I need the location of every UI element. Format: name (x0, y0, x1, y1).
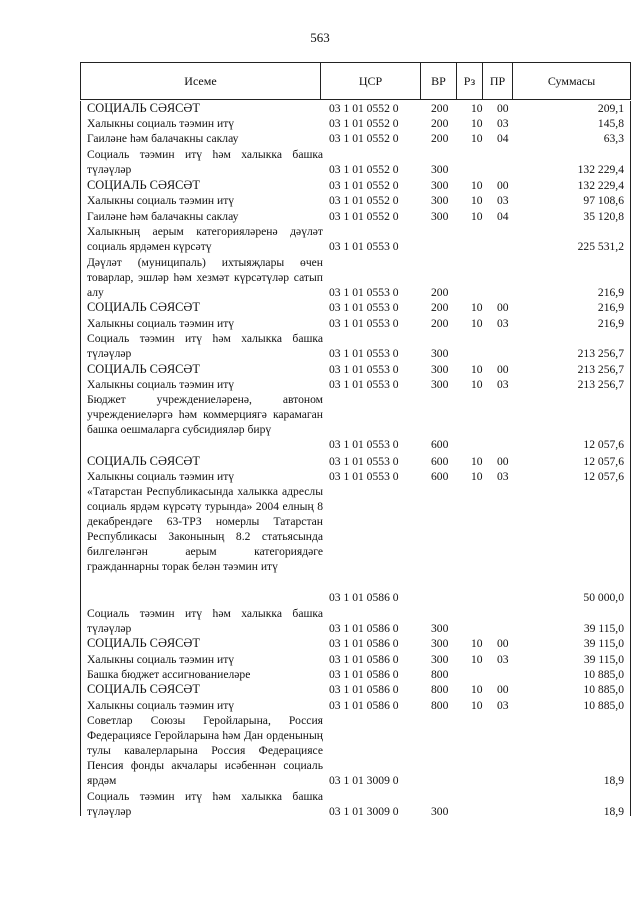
table-header (80, 62, 631, 100)
cell-csr: 03 1 01 0586 0 (329, 653, 399, 666)
cell-pr: 03 (497, 117, 509, 130)
table-row (81, 209, 630, 224)
cell-sum: 39 115,0 (583, 653, 624, 666)
cell-sum: 216,9 (597, 301, 624, 314)
table-row (81, 131, 630, 146)
cell-sum: 216,9 (597, 286, 624, 300)
header-name: Исеме (81, 63, 321, 99)
cell-csr: 03 1 01 3009 0 (329, 805, 399, 819)
table-row (81, 377, 630, 392)
page-number: 563 (310, 30, 330, 45)
cell-pr: 03 (497, 470, 509, 483)
cell-pr: 00 (497, 102, 509, 115)
cell-pr: 03 (497, 699, 509, 712)
cell-name: «Татарстан Республикасында халыкка адреслы социаль ярдәм күрсәтү турында» 2004 елның 8 декабрендәге 63-ТРЗ номерлы Татарстан Республикасы Законының 8.2 статьясында билгеләнгән аерым категориядәге гражданнарны торак белән тәэмин итү (87, 485, 323, 574)
cell-name: Башка бюджет ассигнованиеләре (87, 668, 251, 681)
cell-csr: 03 1 01 0586 0 (329, 683, 399, 696)
header-rz: Рз (457, 63, 483, 99)
cell-vr: 300 (431, 179, 449, 192)
cell-sum: 18,9 (603, 805, 624, 819)
cell-csr: 03 1 01 0552 0 (329, 194, 399, 207)
cell-sum: 213 256,7 (577, 347, 624, 361)
cell-csr: 03 1 01 0552 0 (329, 132, 399, 145)
table-row (81, 116, 630, 131)
cell-rz: 10 (471, 637, 483, 650)
cell-csr: 03 1 01 0552 0 (329, 102, 399, 115)
cell-sum: 50 000,0 (583, 590, 624, 604)
cell-rz: 10 (471, 301, 483, 314)
cell-sum: 10 885,0 (583, 699, 624, 712)
table-row (81, 392, 630, 452)
cell-csr: 03 1 01 0553 0 (329, 455, 399, 468)
cell-sum: 216,9 (597, 317, 624, 330)
cell-sum: 39 115,0 (583, 637, 624, 650)
cell-csr: 03 1 01 0586 0 (329, 622, 399, 636)
table-row (81, 698, 630, 713)
cell-name: Гаиләне һәм балачакны саклау (87, 210, 239, 223)
table-row (81, 255, 630, 300)
cell-name: СОЦИАЛЬ СӘЯСӘТ (87, 636, 200, 650)
cell-pr: 00 (497, 637, 509, 650)
cell-name: Дәүләт (муниципаль) ихтыяҗлары өчен товарлар, эшләр һәм хезмәт күрсәтүләр сатып алу (87, 256, 323, 300)
cell-rz: 10 (471, 470, 483, 483)
cell-name: Халыкның аерым категорияләренә дәүләт социаль ярдәмен күрсәтү (87, 225, 323, 254)
cell-rz: 10 (471, 378, 483, 391)
cell-vr: 300 (431, 194, 449, 207)
cell-name: Советлар Союзы Геройларына, Россия Федерациясе Геройларына һәм Дан орденының тулы кавалерларына Россия Федерациясе Пенсия фонды акчалары исәбеннән социаль ярдәм (87, 714, 323, 788)
table-row (81, 147, 630, 177)
cell-rz: 10 (471, 210, 483, 223)
cell-sum: 39 115,0 (583, 622, 624, 636)
cell-pr: 04 (497, 210, 509, 223)
cell-sum: 10 885,0 (583, 668, 624, 681)
cell-pr: 00 (497, 179, 509, 192)
cell-csr: 03 1 01 0552 0 (329, 117, 399, 130)
cell-rz: 10 (471, 102, 483, 115)
cell-rz: 10 (471, 194, 483, 207)
header-vr: ВР (421, 63, 457, 99)
table-row (81, 101, 630, 116)
cell-pr: 03 (497, 378, 509, 391)
cell-name: Социаль тәэмин итү һәм халыкка башка түләүләр (87, 790, 323, 819)
cell-sum: 145,8 (597, 117, 624, 130)
cell-rz: 10 (471, 699, 483, 712)
header-sum: Суммасы (547, 73, 596, 88)
cell-name: СОЦИАЛЬ СӘЯСӘТ (87, 682, 200, 696)
cell-csr: 03 1 01 0552 0 (329, 179, 399, 192)
cell-name: Халыкны социаль тәэмин итү (87, 317, 235, 330)
cell-name: Социаль тәэмин итү һәм халыкка башка түләүләр (87, 148, 323, 177)
cell-vr: 600 (431, 470, 449, 483)
cell-vr: 200 (431, 117, 449, 130)
cell-csr: 03 1 01 0553 0 (329, 240, 399, 254)
cell-sum: 209,1 (597, 102, 624, 115)
table-row (81, 316, 630, 331)
cell-csr: 03 1 01 0586 0 (329, 590, 399, 604)
cell-pr: 00 (497, 301, 509, 314)
cell-vr: 200 (431, 102, 449, 115)
cell-sum: 10 885,0 (583, 683, 624, 696)
table-row (81, 713, 630, 789)
cell-name: Халыкны социаль тәэмин итү (87, 699, 235, 712)
cell-rz: 10 (471, 455, 483, 468)
cell-rz: 10 (471, 179, 483, 192)
cell-vr: 600 (431, 438, 449, 452)
cell-rz: 10 (471, 317, 483, 330)
cell-sum: 225 531,2 (577, 240, 624, 254)
cell-name: Бюджет учреждениеләренә, автоном учреждениеләргә һәм коммерциягә карамаган башка оешмаларга субсидияләр бирү (87, 393, 323, 437)
cell-csr: 03 1 01 0553 0 (329, 301, 399, 314)
cell-csr: 03 1 01 0552 0 (329, 163, 399, 177)
table-row (81, 682, 630, 697)
cell-csr: 03 1 01 0553 0 (329, 438, 399, 452)
cell-csr: 03 1 01 0552 0 (329, 210, 399, 223)
cell-vr: 300 (431, 378, 449, 391)
cell-vr: 200 (431, 286, 449, 300)
table-row (81, 331, 630, 361)
cell-name: Социаль тәэмин итү һәм халыкка башка түләүләр (87, 332, 323, 361)
cell-csr: 03 1 01 0586 0 (329, 637, 399, 650)
cell-sum: 12 057,6 (583, 438, 624, 452)
cell-sum: 35 120,8 (583, 210, 624, 223)
cell-name: Социаль тәэмин итү һәм халыкка башка түләүләр (87, 607, 323, 636)
cell-csr: 03 1 01 3009 0 (329, 774, 399, 788)
table-row (81, 469, 630, 484)
cell-vr: 300 (431, 163, 449, 177)
cell-vr: 300 (431, 637, 449, 650)
cell-sum: 213 256,7 (577, 378, 624, 391)
table-row (81, 652, 630, 667)
table-row (81, 362, 630, 377)
cell-vr: 300 (431, 622, 449, 636)
table-row (81, 636, 630, 651)
cell-vr: 300 (431, 347, 449, 361)
cell-pr: 03 (497, 194, 509, 207)
cell-sum: 12 057,6 (583, 470, 624, 483)
table-row (81, 606, 630, 636)
cell-csr: 03 1 01 0553 0 (329, 347, 399, 361)
cell-name: Халыкны социаль тәэмин итү (87, 653, 235, 666)
cell-csr: 03 1 01 0586 0 (329, 668, 399, 681)
cell-rz: 10 (471, 132, 483, 145)
cell-vr: 200 (431, 132, 449, 145)
table-row (81, 454, 630, 469)
table-row (81, 224, 630, 254)
cell-name: СОЦИАЛЬ СӘЯСӘТ (87, 454, 200, 468)
cell-csr: 03 1 01 0553 0 (329, 470, 399, 483)
cell-vr: 600 (431, 455, 449, 468)
cell-pr: 03 (497, 317, 509, 330)
cell-sum: 63,3 (603, 132, 624, 145)
cell-vr: 800 (431, 683, 449, 696)
table-row (81, 667, 630, 682)
cell-vr: 300 (431, 210, 449, 223)
cell-vr: 300 (431, 653, 449, 666)
cell-csr: 03 1 01 0553 0 (329, 363, 399, 376)
cell-pr: 04 (497, 132, 509, 145)
table-row (81, 300, 630, 315)
cell-vr: 200 (431, 317, 449, 330)
cell-pr: 00 (497, 683, 509, 696)
cell-vr: 800 (431, 699, 449, 712)
header-csr: ЦСР (321, 63, 421, 99)
cell-csr: 03 1 01 0586 0 (329, 699, 399, 712)
cell-name: Халыкны социаль тәэмин итү (87, 378, 235, 391)
table-row (81, 789, 630, 819)
cell-csr: 03 1 01 0553 0 (329, 317, 399, 330)
header-pr: ПР (483, 63, 513, 99)
cell-rz: 10 (471, 117, 483, 130)
cell-name: Халыкны социаль тәэмин итү (87, 470, 235, 483)
cell-name: Халыкны социаль тәэмин итү (87, 194, 235, 207)
cell-rz: 10 (471, 653, 483, 666)
cell-name: Гаиләне һәм балачакны саклау (87, 132, 239, 145)
cell-sum: 97 108,6 (583, 194, 624, 207)
cell-name: СОЦИАЛЬ СӘЯСӘТ (87, 101, 200, 115)
cell-sum: 132 229,4 (577, 163, 624, 177)
cell-sum: 18,9 (603, 774, 624, 788)
cell-csr: 03 1 01 0553 0 (329, 378, 399, 391)
table-row (81, 178, 630, 193)
cell-name: СОЦИАЛЬ СӘЯСӘТ (87, 300, 200, 314)
cell-vr: 200 (431, 301, 449, 314)
cell-csr: 03 1 01 0553 0 (329, 286, 399, 300)
cell-pr: 00 (497, 363, 509, 376)
cell-name: СОЦИАЛЬ СӘЯСӘТ (87, 178, 200, 192)
cell-rz: 10 (471, 363, 483, 376)
cell-vr: 300 (431, 363, 449, 376)
cell-sum: 213 256,7 (577, 363, 624, 376)
cell-sum: 12 057,6 (583, 455, 624, 468)
cell-sum: 132 229,4 (577, 179, 624, 192)
cell-vr: 800 (431, 668, 449, 681)
table-row (81, 193, 630, 208)
cell-rz: 10 (471, 683, 483, 696)
table-row (81, 484, 630, 605)
cell-pr: 03 (497, 653, 509, 666)
cell-vr: 300 (431, 805, 449, 819)
cell-name: СОЦИАЛЬ СӘЯСӘТ (87, 362, 200, 376)
cell-name: Халыкны социаль тәэмин итү (87, 117, 235, 130)
table-body (80, 101, 631, 819)
cell-pr: 00 (497, 455, 509, 468)
